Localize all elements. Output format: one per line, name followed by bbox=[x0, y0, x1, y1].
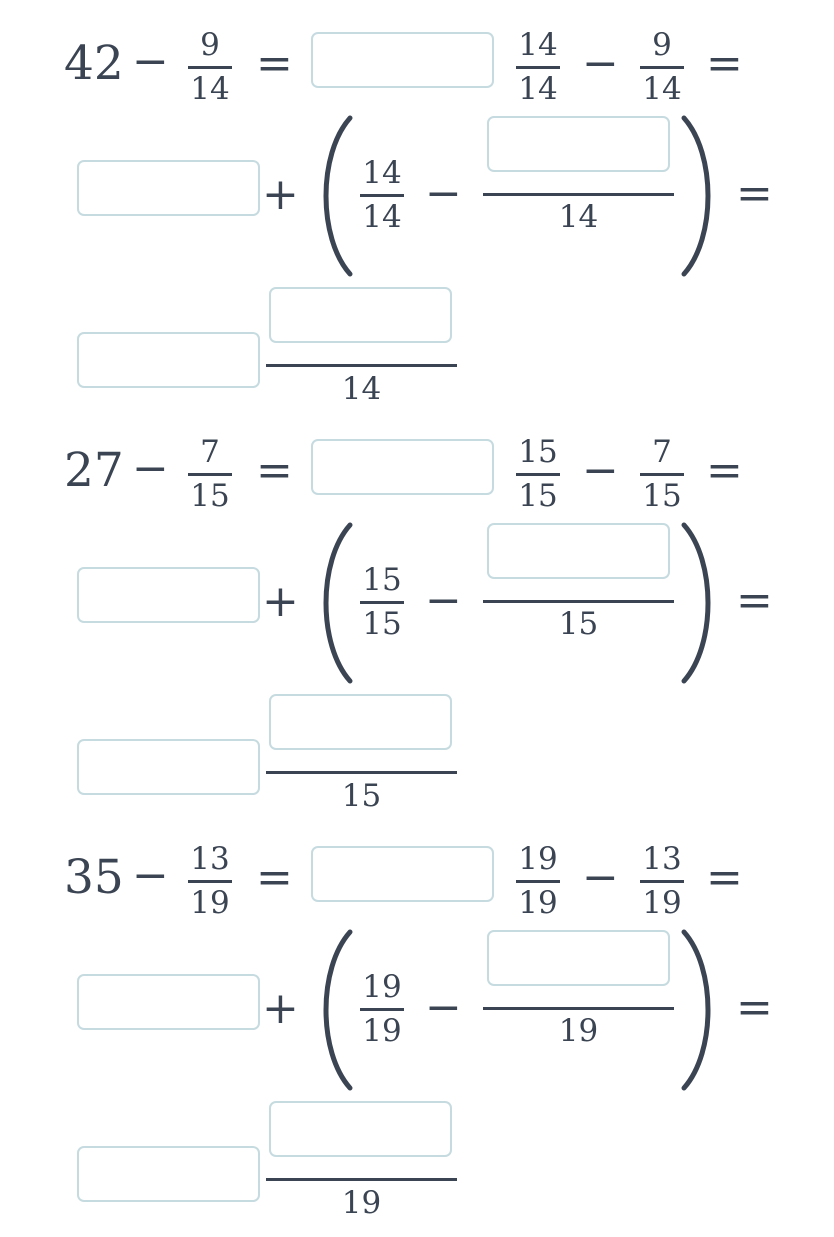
fraction-numerator: 7 bbox=[652, 434, 672, 470]
plus-sign: + bbox=[262, 983, 299, 1034]
answer-numerator-input[interactable] bbox=[269, 287, 452, 343]
numerator-input[interactable] bbox=[487, 523, 670, 579]
answer-denominator: 19 bbox=[341, 1185, 382, 1221]
rewrite-given-fraction bbox=[638, 433, 686, 513]
numerator-input[interactable] bbox=[487, 116, 670, 172]
answer-denominator: 14 bbox=[341, 371, 382, 407]
plus-sign: + bbox=[262, 576, 299, 627]
equals-sign: = bbox=[736, 575, 773, 626]
whole-number: 27 bbox=[64, 443, 124, 498]
fraction-denominator: 15 bbox=[558, 606, 599, 642]
fraction-denominator: 14 bbox=[190, 71, 230, 107]
right-parenthesis bbox=[678, 928, 718, 1092]
fraction-denominator: 19 bbox=[558, 1013, 599, 1049]
fraction-bar bbox=[483, 600, 674, 603]
whole-part-input[interactable] bbox=[77, 974, 260, 1030]
fraction-denominator: 14 bbox=[558, 199, 599, 235]
given-fraction bbox=[186, 840, 234, 920]
fraction-bar bbox=[516, 66, 560, 69]
fraction-denominator: 19 bbox=[362, 1013, 402, 1049]
equals-sign: = bbox=[256, 38, 293, 89]
equals-sign: = bbox=[706, 445, 743, 496]
minus-sign: − bbox=[582, 38, 619, 89]
fraction-denominator: 15 bbox=[190, 478, 230, 514]
fraction-bar bbox=[516, 880, 560, 883]
fraction-denominator: 15 bbox=[362, 606, 402, 642]
fraction-bar bbox=[640, 66, 684, 69]
fraction-denominator: 15 bbox=[642, 478, 682, 514]
fraction-numerator: 14 bbox=[518, 27, 558, 63]
minus-sign: − bbox=[132, 36, 169, 87]
left-parenthesis bbox=[316, 521, 356, 685]
whole-number: 42 bbox=[64, 36, 124, 91]
given-fraction bbox=[186, 433, 234, 513]
right-parenthesis bbox=[678, 521, 718, 685]
fraction-numerator: 9 bbox=[652, 27, 672, 63]
fraction-bar bbox=[360, 194, 404, 197]
numerator-input[interactable] bbox=[487, 930, 670, 986]
fraction-denominator: 19 bbox=[190, 885, 230, 921]
inner-unit-fraction bbox=[357, 561, 407, 641]
answer-denominator: 15 bbox=[341, 778, 382, 814]
inner-unit-fraction bbox=[357, 154, 407, 234]
minus-sign: − bbox=[582, 852, 619, 903]
fraction-numerator: 13 bbox=[642, 841, 682, 877]
fraction-numerator: 19 bbox=[518, 841, 558, 877]
equals-sign: = bbox=[256, 445, 293, 496]
fraction-denominator: 15 bbox=[518, 478, 558, 514]
fraction-bar bbox=[188, 66, 232, 69]
answer-whole-input[interactable] bbox=[77, 1146, 260, 1202]
fraction-bar bbox=[266, 771, 457, 774]
fraction-denominator: 14 bbox=[518, 71, 558, 107]
fraction-numerator: 19 bbox=[362, 969, 402, 1005]
equals-sign: = bbox=[736, 168, 773, 219]
equals-sign: = bbox=[736, 982, 773, 1033]
fraction-bar bbox=[640, 473, 684, 476]
given-fraction bbox=[186, 26, 234, 106]
rewrite-whole-fraction bbox=[514, 433, 562, 513]
whole-part-input[interactable] bbox=[77, 160, 260, 216]
fraction-denominator: 14 bbox=[642, 71, 682, 107]
fraction-bar bbox=[188, 880, 232, 883]
fraction-numerator: 13 bbox=[190, 841, 230, 877]
fraction-bar bbox=[360, 601, 404, 604]
fraction-bar bbox=[516, 473, 560, 476]
whole-part-input[interactable] bbox=[77, 567, 260, 623]
answer-numerator-input[interactable] bbox=[269, 694, 452, 750]
answer-whole-input[interactable] bbox=[77, 739, 260, 795]
answer-input-difference[interactable] bbox=[311, 439, 494, 495]
fraction-bar bbox=[360, 1008, 404, 1011]
fraction-numerator: 15 bbox=[362, 562, 402, 598]
minus-sign: − bbox=[425, 982, 462, 1033]
answer-numerator-input[interactable] bbox=[269, 1101, 452, 1157]
fraction-bar bbox=[188, 473, 232, 476]
fraction-bar bbox=[640, 880, 684, 883]
fraction-numerator: 9 bbox=[200, 27, 220, 63]
minus-sign: − bbox=[425, 168, 462, 219]
fraction-numerator: 7 bbox=[200, 434, 220, 470]
inner-unit-fraction bbox=[357, 968, 407, 1048]
plus-sign: + bbox=[262, 169, 299, 220]
whole-number: 35 bbox=[64, 850, 124, 905]
minus-sign: − bbox=[132, 443, 169, 494]
fraction-bar bbox=[266, 1178, 457, 1181]
rewrite-given-fraction bbox=[638, 840, 686, 920]
fraction-bar bbox=[483, 1007, 674, 1010]
left-parenthesis bbox=[316, 928, 356, 1092]
problem-2 bbox=[0, 407, 834, 814]
fraction-bar bbox=[483, 193, 674, 196]
fraction-numerator: 14 bbox=[362, 155, 402, 191]
fraction-denominator: 19 bbox=[642, 885, 682, 921]
minus-sign: − bbox=[132, 850, 169, 901]
left-parenthesis bbox=[316, 114, 356, 278]
answer-whole-input[interactable] bbox=[77, 332, 260, 388]
answer-input-difference[interactable] bbox=[311, 846, 494, 902]
rewrite-whole-fraction bbox=[514, 26, 562, 106]
equals-sign: = bbox=[706, 38, 743, 89]
fraction-numerator: 15 bbox=[518, 434, 558, 470]
minus-sign: − bbox=[582, 445, 619, 496]
answer-input-difference[interactable] bbox=[311, 32, 494, 88]
rewrite-whole-fraction bbox=[514, 840, 562, 920]
problem-3 bbox=[0, 814, 834, 1221]
fraction-denominator: 19 bbox=[518, 885, 558, 921]
right-parenthesis bbox=[678, 114, 718, 278]
minus-sign: − bbox=[425, 575, 462, 626]
rewrite-given-fraction bbox=[638, 26, 686, 106]
fraction-denominator: 14 bbox=[362, 199, 402, 235]
equals-sign: = bbox=[256, 852, 293, 903]
problem-1 bbox=[0, 0, 834, 407]
fraction-bar bbox=[266, 364, 457, 367]
equals-sign: = bbox=[706, 852, 743, 903]
